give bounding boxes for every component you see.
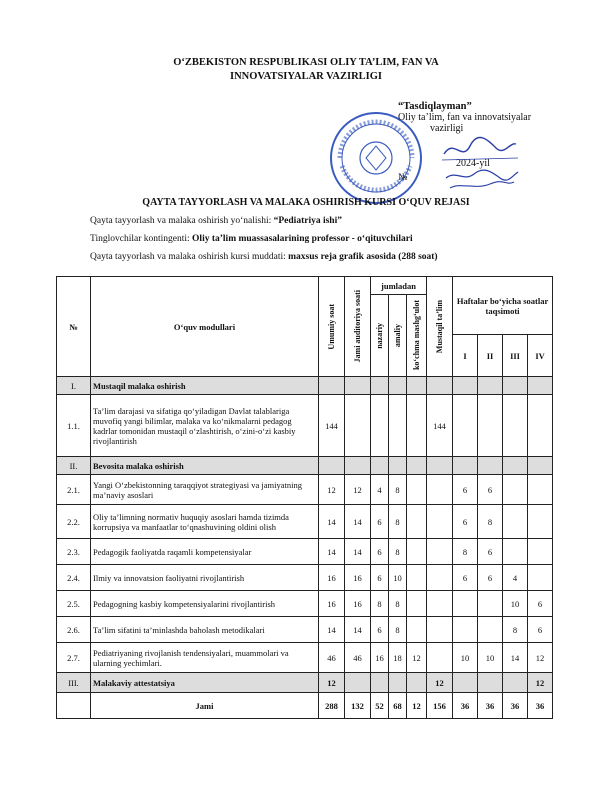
- cell-fld: [407, 539, 427, 565]
- cell-w1: 8: [453, 539, 478, 565]
- header-independent-text: Mustaqil ta’lim: [435, 299, 445, 354]
- cell-lec: 6: [371, 539, 389, 565]
- cell-w2: 6: [478, 565, 503, 591]
- row-number: 2.1.: [57, 475, 91, 505]
- cell-fld: [407, 617, 427, 643]
- cell-w3: [503, 539, 528, 565]
- row-number: 2.7.: [57, 643, 91, 673]
- row-number: 2.3.: [57, 539, 91, 565]
- cell-pr: 8: [389, 475, 407, 505]
- cell-lec: [371, 395, 389, 457]
- cell-w4: [528, 377, 553, 395]
- cell-fld: [407, 377, 427, 395]
- cell-pr: 8: [389, 539, 407, 565]
- cell-w4: 12: [528, 673, 553, 693]
- curriculum-table: [56, 276, 553, 719]
- cell-total: 46: [319, 643, 345, 673]
- cell-pr: [389, 673, 407, 693]
- cell-ind: [427, 591, 453, 617]
- cell-lec: [371, 457, 389, 475]
- cell-pr: 18: [389, 643, 407, 673]
- plan-direction: [90, 216, 342, 226]
- cell-w1: 6: [453, 505, 478, 539]
- cell-w2: 36: [478, 693, 503, 719]
- cell-lec: 8: [371, 591, 389, 617]
- cell-aud: 132: [345, 693, 371, 719]
- header-independent: [427, 277, 453, 377]
- plan-duration: [90, 252, 438, 262]
- cell-aud: 14: [345, 617, 371, 643]
- ministry-line-1: O‘ZBEKISTON RESPUBLIKASI OLIY TA’LIM, FAN VA: [173, 57, 439, 68]
- cell-w3: [503, 395, 528, 457]
- contingent-label: Tinglovchilar kontingenti:: [90, 234, 193, 244]
- cell-ind: [427, 475, 453, 505]
- row-module-name: Pediatriyaning rivojlanish tendensiyalari, muammolari va ularning yechimlari.: [91, 643, 319, 673]
- cell-lec: 6: [371, 505, 389, 539]
- header-lecture: [371, 295, 389, 377]
- cell-fld: 12: [407, 643, 427, 673]
- duration-label: Qayta tayyorlash va malaka oshirish kursi muddati:: [90, 252, 289, 262]
- approval-number: №: [398, 172, 408, 183]
- row-number: II.: [57, 457, 91, 475]
- cell-w4: 36: [528, 693, 553, 719]
- cell-total: 12: [319, 475, 345, 505]
- row-module-name: Jami: [91, 693, 319, 719]
- row-module-name: Ta’lim darajasi va sifatiga qo‘yiladigan Davlat talablariga muvofiq yangi bilimlar, malaka va ko‘nikmalarni pedagog kadrlar tomonidan mustaqil o‘zlashtirish, o‘zini-o‘zi kasbiy rivojlantirish: [91, 395, 319, 457]
- table-section-row: [57, 457, 553, 475]
- row-number: [57, 693, 91, 719]
- cell-w3: 4: [503, 565, 528, 591]
- direction-value: “Pediatriya ishi”: [273, 216, 342, 226]
- cell-ind: [427, 377, 453, 395]
- cell-w2: [478, 591, 503, 617]
- cell-w3: [503, 475, 528, 505]
- cell-fld: [407, 565, 427, 591]
- header-week-4: IV: [528, 335, 553, 377]
- cell-pr: 8: [389, 617, 407, 643]
- approval-line-2: vazirligi: [430, 123, 464, 134]
- cell-total: 288: [319, 693, 345, 719]
- row-module-name: Oliy ta’limning normativ huquqiy asoslari hamda tizimda korrupsiya va manfaatlar to‘qnashuvining oldini olish: [91, 505, 319, 539]
- cell-w3: 36: [503, 693, 528, 719]
- cell-pr: 68: [389, 693, 407, 719]
- plan-contingent: [90, 234, 413, 244]
- header-total: [319, 277, 345, 377]
- table-row: [57, 505, 553, 539]
- cell-ind: 144: [427, 395, 453, 457]
- cell-lec: 4: [371, 475, 389, 505]
- table-total-row: [57, 693, 553, 719]
- row-number: 1.1.: [57, 395, 91, 457]
- cell-w2: [478, 673, 503, 693]
- cell-fld: 12: [407, 693, 427, 719]
- cell-total: 14: [319, 539, 345, 565]
- header-field: [407, 295, 427, 377]
- header-field-text: ko‘chma mashg‘ulot: [412, 300, 422, 371]
- row-number: 2.6.: [57, 617, 91, 643]
- cell-total: [319, 377, 345, 395]
- cell-w3: 14: [503, 643, 528, 673]
- row-module-name: Pedagogik faoliyatda raqamli kompetensiyalar: [91, 539, 319, 565]
- cell-w2: 10: [478, 643, 503, 673]
- contingent-value: Oliy ta’lim muassasalarining professor - o‘qituvchilari: [192, 234, 413, 244]
- row-number: 2.2.: [57, 505, 91, 539]
- cell-total: 144: [319, 395, 345, 457]
- cell-aud: 16: [345, 591, 371, 617]
- row-number: I.: [57, 377, 91, 395]
- table-row: [57, 475, 553, 505]
- cell-pr: 8: [389, 505, 407, 539]
- cell-w2: [478, 457, 503, 475]
- cell-pr: 10: [389, 565, 407, 591]
- cell-w2: [478, 377, 503, 395]
- approval-line-1: Oliy ta’lim, fan va innovatsiyalar: [398, 112, 532, 123]
- cell-aud: 14: [345, 539, 371, 565]
- header-lecture-text: nazariy: [375, 322, 384, 349]
- cell-pr: [389, 395, 407, 457]
- cell-aud: 46: [345, 643, 371, 673]
- cell-w4: [528, 539, 553, 565]
- cell-w3: [503, 505, 528, 539]
- cell-w1: [453, 395, 478, 457]
- cell-lec: 6: [371, 565, 389, 591]
- cell-w1: [453, 457, 478, 475]
- cell-w3: [503, 457, 528, 475]
- row-module-name: Yangi O‘zbekistonning taraqqiyot strategiyasi va jamiyatning ma’naviy asoslari: [91, 475, 319, 505]
- cell-w4: [528, 457, 553, 475]
- ministry-line-2: INNOVATSIYALAR VAZIRLIGI: [229, 71, 382, 82]
- cell-aud: [345, 457, 371, 475]
- header-week-1: I: [453, 335, 478, 377]
- cell-total: 14: [319, 505, 345, 539]
- table-section-row: [57, 673, 553, 693]
- cell-w2: [478, 617, 503, 643]
- header-total-text: Umumiy soat: [327, 303, 336, 350]
- cell-w1: 6: [453, 475, 478, 505]
- header-week-2: II: [478, 335, 503, 377]
- cell-w2: 6: [478, 539, 503, 565]
- cell-fld: [407, 591, 427, 617]
- header-practical: [389, 295, 407, 377]
- cell-pr: [389, 377, 407, 395]
- approval-year: 2024-yil: [456, 158, 490, 169]
- cell-lec: [371, 377, 389, 395]
- cell-total: 12: [319, 673, 345, 693]
- cell-ind: [427, 457, 453, 475]
- cell-w3: 10: [503, 591, 528, 617]
- cell-total: 16: [319, 565, 345, 591]
- table-row: [57, 395, 553, 457]
- cell-total: [319, 457, 345, 475]
- cell-total: 14: [319, 617, 345, 643]
- row-module-name: Bevosita malaka oshirish: [91, 457, 319, 475]
- header-practical-text: amaliy: [393, 323, 402, 348]
- cell-aud: 12: [345, 475, 371, 505]
- cell-fld: [407, 475, 427, 505]
- row-module-name: Malakaviy attestatsiya: [91, 673, 319, 693]
- cell-w3: [503, 377, 528, 395]
- cell-ind: [427, 643, 453, 673]
- cell-aud: [345, 673, 371, 693]
- table-row: [57, 617, 553, 643]
- header-no: №: [57, 277, 91, 377]
- cell-w1: [453, 673, 478, 693]
- table-row: [57, 591, 553, 617]
- cell-w3: [503, 673, 528, 693]
- header-week-3: III: [503, 335, 528, 377]
- cell-ind: [427, 539, 453, 565]
- cell-w2: [478, 395, 503, 457]
- cell-aud: [345, 395, 371, 457]
- approval-title: “Tasdiqlayman”: [398, 101, 472, 112]
- cell-aud: 16: [345, 565, 371, 591]
- cell-w4: 12: [528, 643, 553, 673]
- cell-w2: 8: [478, 505, 503, 539]
- cell-w1: [453, 591, 478, 617]
- cell-w4: [528, 505, 553, 539]
- row-module-name: Mustaqil malaka oshirish: [91, 377, 319, 395]
- row-number: 2.4.: [57, 565, 91, 591]
- table-row: [57, 565, 553, 591]
- table-row: [57, 643, 553, 673]
- cell-fld: [407, 673, 427, 693]
- row-number: III.: [57, 673, 91, 693]
- cell-w1: [453, 617, 478, 643]
- header-auditorium: [345, 277, 371, 377]
- header-weeks: Haftalar bo‘yicha soatlar taqsimoti: [453, 277, 553, 335]
- cell-total: 16: [319, 591, 345, 617]
- header-auditorium-text: Jami auditoriya soati: [353, 290, 362, 363]
- row-number: 2.5.: [57, 591, 91, 617]
- ministry-header: [0, 56, 612, 84]
- cell-w4: [528, 565, 553, 591]
- cell-fld: [407, 505, 427, 539]
- row-module-name: Ta’lim sifatini ta’minlashda baholash metodikalari: [91, 617, 319, 643]
- cell-ind: 12: [427, 673, 453, 693]
- cell-aud: 14: [345, 505, 371, 539]
- cell-w1: 6: [453, 565, 478, 591]
- row-module-name: Pedagogning kasbiy kompetensiyalarini rivojlantirish: [91, 591, 319, 617]
- cell-lec: [371, 673, 389, 693]
- table-section-row: [57, 377, 553, 395]
- cell-pr: 8: [389, 591, 407, 617]
- handwritten-signature: [440, 132, 520, 192]
- cell-lec: 16: [371, 643, 389, 673]
- cell-w4: [528, 475, 553, 505]
- cell-pr: [389, 457, 407, 475]
- plan-title: QAYTA TAYYORLASH VA MALAKA OSHIRISH KURSI O‘QUV REJASI: [142, 197, 470, 208]
- cell-fld: [407, 457, 427, 475]
- table-row: [57, 539, 553, 565]
- header-including: jumladan: [371, 277, 427, 295]
- cell-w1: 10: [453, 643, 478, 673]
- cell-ind: [427, 505, 453, 539]
- direction-label: Qayta tayyorlash va malaka oshirish yo‘nalishi:: [90, 216, 274, 226]
- row-module-name: Ilmiy va innovatsion faoliyatni rivojlantirish: [91, 565, 319, 591]
- cell-w3: 8: [503, 617, 528, 643]
- cell-fld: [407, 395, 427, 457]
- cell-w4: 6: [528, 591, 553, 617]
- cell-w1: [453, 377, 478, 395]
- cell-w1: 36: [453, 693, 478, 719]
- cell-ind: [427, 565, 453, 591]
- cell-aud: [345, 377, 371, 395]
- cell-lec: 6: [371, 617, 389, 643]
- cell-ind: [427, 617, 453, 643]
- header-modules: O‘quv modullari: [91, 277, 319, 377]
- cell-w4: 6: [528, 617, 553, 643]
- duration-value: maxsus reja grafik asosida (288 soat): [288, 252, 438, 262]
- cell-ind: 156: [427, 693, 453, 719]
- cell-w2: 6: [478, 475, 503, 505]
- cell-lec: 52: [371, 693, 389, 719]
- cell-w4: [528, 395, 553, 457]
